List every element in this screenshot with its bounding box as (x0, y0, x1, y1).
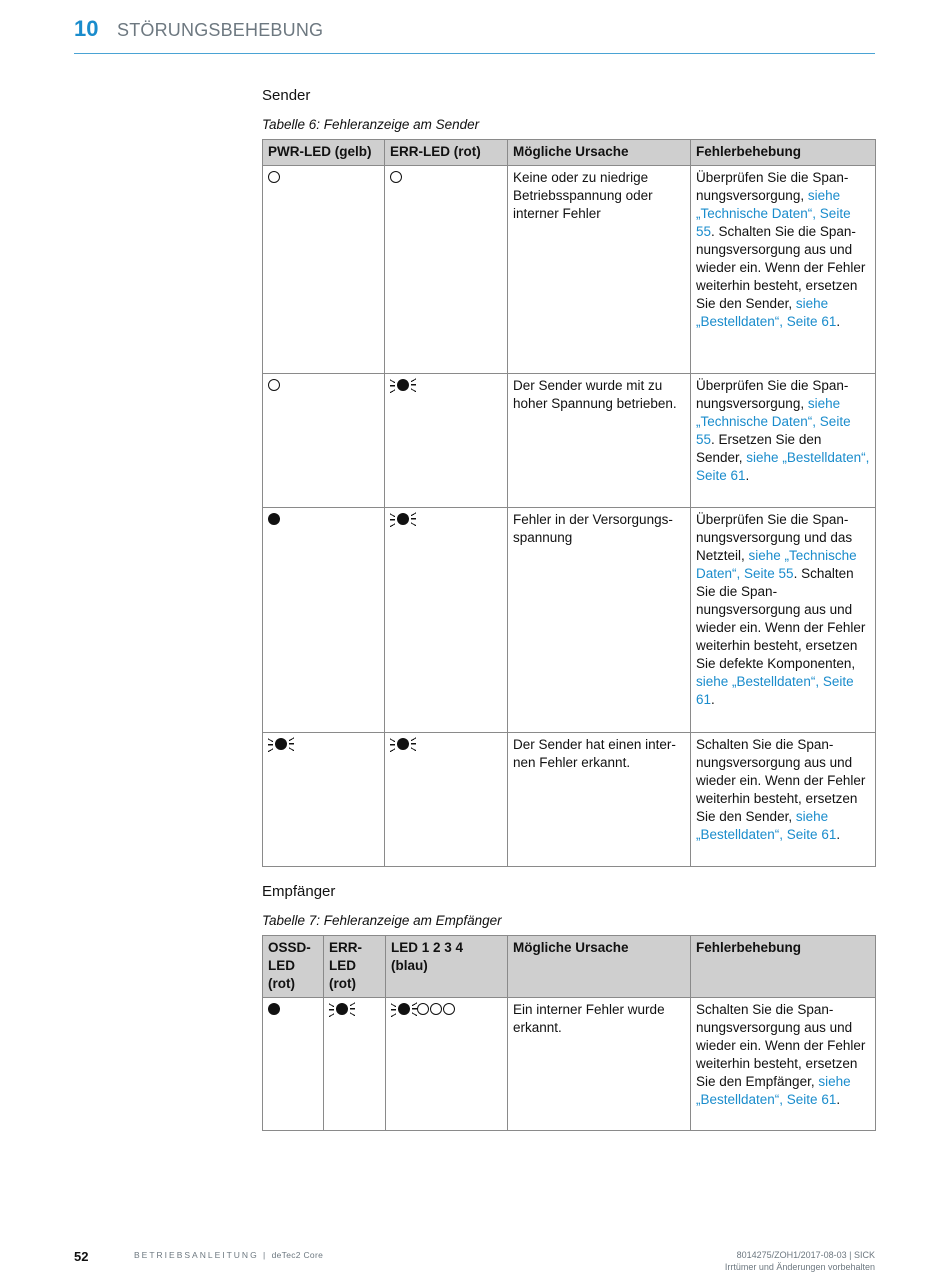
cause-cell: Fehler in der Versorgungsspannung (508, 508, 691, 733)
footer-doc-id: 8014275/ZOH1/2017-08-03 | SICK (736, 1250, 875, 1260)
column-header-ossd-led: OSSD-LED (rot) (263, 936, 324, 998)
page-number: 52 (74, 1249, 89, 1264)
sender-table-caption: Tabelle 6: Fehleranzeige am Sender (262, 117, 480, 132)
fix-text: . Schalten Sie die Spannungsversorgung aus und wieder ein. Wenn der Fehler weiterhin besteht, ersetzen Sie defekte Komponenten, (696, 566, 866, 671)
led-off-icon (443, 1003, 455, 1015)
cross-reference-link[interactable]: siehe „Bestelldaten“, Seite 61 (696, 296, 837, 329)
pwr-led-cell (263, 508, 385, 733)
pwr-led-cell (263, 374, 385, 508)
fix-text: Überprüfen Sie die Spannungsversorgung, (696, 170, 849, 203)
footer-document-title (134, 1250, 323, 1260)
table-row (263, 166, 876, 374)
fix-text: . (836, 1092, 841, 1107)
empfaenger-error-table (262, 935, 876, 1131)
led-off-icon (268, 171, 280, 183)
chapter-number: 10 (74, 16, 99, 41)
fix-text: . (745, 468, 750, 483)
cross-reference-link[interactable]: siehe „Technische Daten“, Seite 55 (696, 188, 851, 239)
fix-text: . (836, 827, 841, 842)
pwr-led-cell (263, 733, 385, 867)
led-off-icon (430, 1003, 442, 1015)
led-off-icon (268, 379, 280, 391)
empfaenger-table-caption: Tabelle 7: Fehleranzeige am Empfänger (262, 913, 502, 928)
cause-cell: Keine oder zu niedrige Betriebsspannung oder interner Fehler (508, 166, 691, 374)
footer-separator: | (258, 1250, 272, 1260)
fix-text: . Schalten Sie die Spannungsversorgung aus und wieder ein. Wenn der Fehler weiterhin besteht, ersetzen Sie den Sender, (696, 224, 866, 311)
led-off-icon (417, 1003, 429, 1015)
fix-cell (691, 733, 876, 867)
column-header-fix: Fehlerbehebung (691, 140, 876, 166)
fix-text: Schalten Sie die Spannungsversorgung aus und wieder ein. Wenn der Fehler weiterhin besteht, ersetzen Sie den Empfänger, (696, 1002, 866, 1089)
column-header-err-led: ERR-LED (rot) (385, 140, 508, 166)
fix-text: Überprüfen Sie die Spannungsversorgung, (696, 378, 849, 411)
footer-meta (725, 1249, 875, 1273)
cross-reference-link[interactable]: siehe „Bestelldaten“, Seite 61 (696, 674, 854, 707)
fix-text: Überprüfen Sie die Spannungsversorgung und das Netzteil, (696, 512, 853, 563)
fix-text: . (836, 314, 841, 329)
page-header (74, 14, 875, 54)
column-header-err-led: ERR-LED (rot) (324, 936, 386, 998)
led-flashing-icon (397, 738, 409, 750)
column-header-fix: Fehlerbehebung (691, 936, 876, 998)
cause-cell: Der Sender hat einen internen Fehler erkannt. (508, 733, 691, 867)
ossd-led-cell (263, 998, 324, 1131)
err-led-cell (385, 374, 508, 508)
led-flashing-icon (397, 513, 409, 525)
table-header-row (263, 140, 876, 166)
led-flashing-icon (398, 1003, 410, 1015)
empfaenger-heading: Empfänger (262, 883, 336, 900)
column-header-led-1234: LED 1 2 3 4 (blau) (386, 936, 508, 998)
led-off-icon (390, 171, 402, 183)
led-flashing-icon (336, 1003, 348, 1015)
fix-cell (691, 374, 876, 508)
cross-reference-link[interactable]: siehe „Technische Daten“, Seite 55 (696, 396, 851, 447)
footer-disclaimer: Irrtümer und Änderungen vorbehalten (724, 1262, 875, 1272)
sender-error-table (262, 139, 876, 867)
table-row (263, 998, 876, 1131)
cause-cell: Ein interner Fehler wurde erkannt. (508, 998, 691, 1131)
led-flashing-icon (275, 738, 287, 750)
led-flashing-icon (397, 379, 409, 391)
column-header-pwr-led: PWR-LED (gelb) (263, 140, 385, 166)
err-led-cell (324, 998, 386, 1131)
led-on-icon (268, 513, 280, 525)
led-1234-cell (386, 998, 508, 1131)
table-row (263, 508, 876, 733)
fix-cell (691, 508, 876, 733)
err-led-cell (385, 166, 508, 374)
table-row (263, 733, 876, 867)
err-led-cell (385, 508, 508, 733)
cause-cell: Der Sender wurde mit zu hoher Spannung betrieben. (508, 374, 691, 508)
table-row (263, 374, 876, 508)
fix-cell (691, 166, 876, 374)
fix-cell (691, 998, 876, 1131)
fix-text: . (711, 692, 715, 707)
table-header-row (263, 936, 876, 998)
column-header-cause: Mögliche Ursache (508, 936, 691, 998)
fix-text: . Ersetzen Sie den Sender, (696, 432, 822, 465)
sender-heading: Sender (262, 87, 311, 104)
cross-reference-link[interactable]: siehe „Bestelldaten“, Seite 61 (696, 809, 837, 842)
footer-doc-type: BETRIEBSANLEITUNG (134, 1250, 259, 1260)
cross-reference-link[interactable]: siehe „Bestelldaten“, Seite 61 (696, 1074, 851, 1107)
cross-reference-link[interactable]: siehe „Bestelldaten“, Seite 61 (696, 450, 870, 483)
led-on-icon (268, 1003, 280, 1015)
pwr-led-cell (263, 166, 385, 374)
fix-text: Schalten Sie die Spannungsversorgung aus und wieder ein. Wenn der Fehler weiterhin besteht, ersetzen Sie den Sender, (696, 737, 866, 824)
cross-reference-link[interactable]: siehe „Technische Daten“, Seite 55 (696, 548, 857, 581)
footer-product: deTec2 Core (271, 1250, 324, 1260)
column-header-cause: Mögliche Ursache (508, 140, 691, 166)
err-led-cell (385, 733, 508, 867)
chapter-title: STÖRUNGSBEHEBUNG (117, 20, 324, 40)
